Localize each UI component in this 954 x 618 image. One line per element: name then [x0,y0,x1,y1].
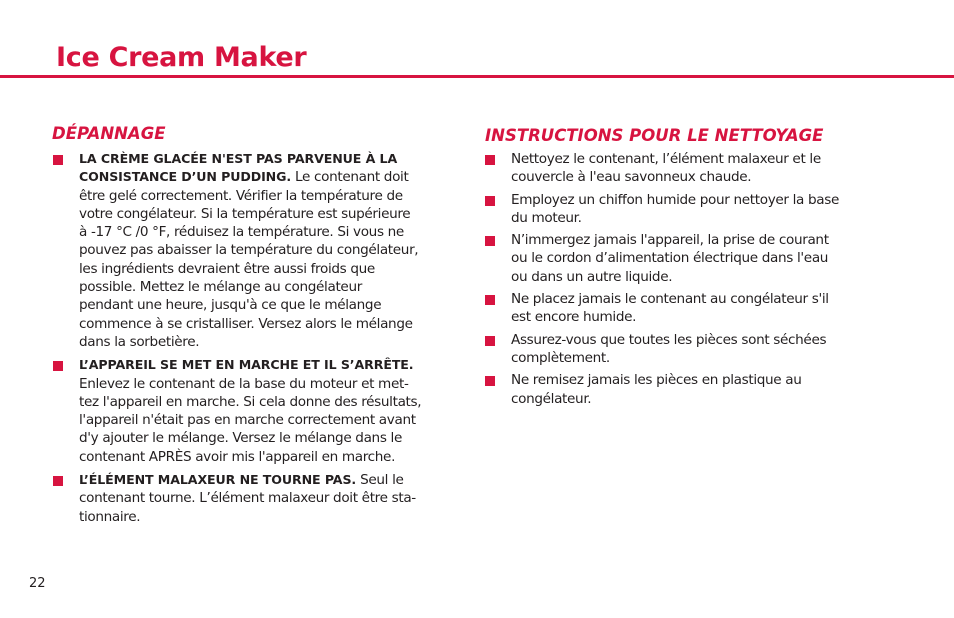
cleaning-list [484,150,894,412]
bullet-square-icon [485,336,495,346]
cleaning-item [484,371,894,408]
item-text-line: Ne remisez jamais les pièces en plastique au [511,372,802,389]
cleaning-item [484,290,894,327]
item-text-line: congélateur. [511,390,592,407]
item-text-line: N’immergez jamais l'appareil, la prise de courant [511,232,829,249]
bullet-square-icon [485,196,495,206]
item-text-line: contenant APRÈS avoir mis l'appareil en marche. [79,448,396,465]
item-text-line: être gelé correctement. Vérifier la température de [79,187,403,204]
item-text-line: complètement. [511,349,610,366]
item-text-line: Le contenant doit [295,169,409,186]
item-text-line: pouvez pas abaisser la température du congélateur, [79,242,419,259]
item-text-line: d'y ajouter le mélange. Versez le mélange dans le [79,430,402,447]
troubleshooting-item [52,356,460,466]
title-rule [0,75,954,78]
troubleshooting-heading: DÉPANNAGE [52,124,166,143]
bullet-square-icon [485,295,495,305]
item-text-line: dans la sorbetière. [79,333,200,350]
item-text-line: pendant une heure, jusqu'à ce que le mélange [79,297,382,314]
item-text-line: Seul le [360,472,404,489]
item-text-line: Nettoyez le contenant, l’élément malaxeur et le [511,151,821,167]
item-text-line: tez l'appareil en marche. Si cela donne des résultats, [79,393,422,410]
cleaning-item [484,331,894,368]
troubleshooting-item [52,150,460,351]
cleaning-item [484,231,894,286]
bullet-square-icon [485,236,495,246]
bullet-square-icon [53,476,63,486]
item-text-line: du moteur. [511,209,582,226]
item-text-line: l'appareil n'était pas en marche correctement avant [79,412,416,429]
item-text-line: Ne placez jamais le contenant au congélateur s'il [511,291,829,308]
item-text-line: Enlevez le contenant de la base du moteur et met- [79,375,409,392]
item-text-line: ou le cordon d’alimentation électrique dans l'eau [511,250,829,267]
page-title: Ice Cream Maker [56,42,307,73]
item-text-line: ou dans un autre liquide. [511,268,673,285]
item-text-line: à -17 °C /0 °F, réduisez la température. Si vous ne [79,224,404,241]
bullet-square-icon [53,155,63,165]
item-text-line: possible. Mettez le mélange au congélateur [79,279,362,296]
item-text-line: contenant tourne. L’élément malaxeur doit être sta- [79,490,416,507]
item-lead: L’ÉLÉMENT MALAXEUR NE TOURNE PAS. [79,472,357,488]
page-number: 22 [29,576,46,591]
item-text-line: tionnaire. [79,508,141,525]
item-text-line: votre congélateur. Si la température est supérieure [79,205,411,222]
bullet-square-icon [485,155,495,165]
bullet-square-icon [53,361,63,371]
item-lead: LA CRÈME GLACÉE N'EST PAS PARVENUE À LA CONSISTANCE D’UN PUDDING. [79,151,398,185]
cleaning-item [484,150,894,187]
item-lead: L’APPAREIL SE MET EN MARCHE ET IL S’ARRÊTE. [79,357,414,373]
troubleshooting-list [52,150,460,531]
cleaning-item [484,191,894,228]
bullet-square-icon [485,376,495,386]
item-text-line: commence à se cristalliser. Versez alors le mélange [79,315,413,332]
item-text-line: couvercle à l'eau savonneux chaude. [511,169,752,186]
cleaning-heading: INSTRUCTIONS POUR LE NETTOYAGE [485,126,824,145]
item-text-line: est encore humide. [511,309,637,326]
item-text-line: Assurez-vous que toutes les pièces sont séchées [511,331,827,348]
item-text-line: Employez un chiffon humide pour nettoyer la base [511,191,840,208]
troubleshooting-item [52,471,460,526]
item-text-line: les ingrédients devraient être aussi froids que [79,260,375,277]
